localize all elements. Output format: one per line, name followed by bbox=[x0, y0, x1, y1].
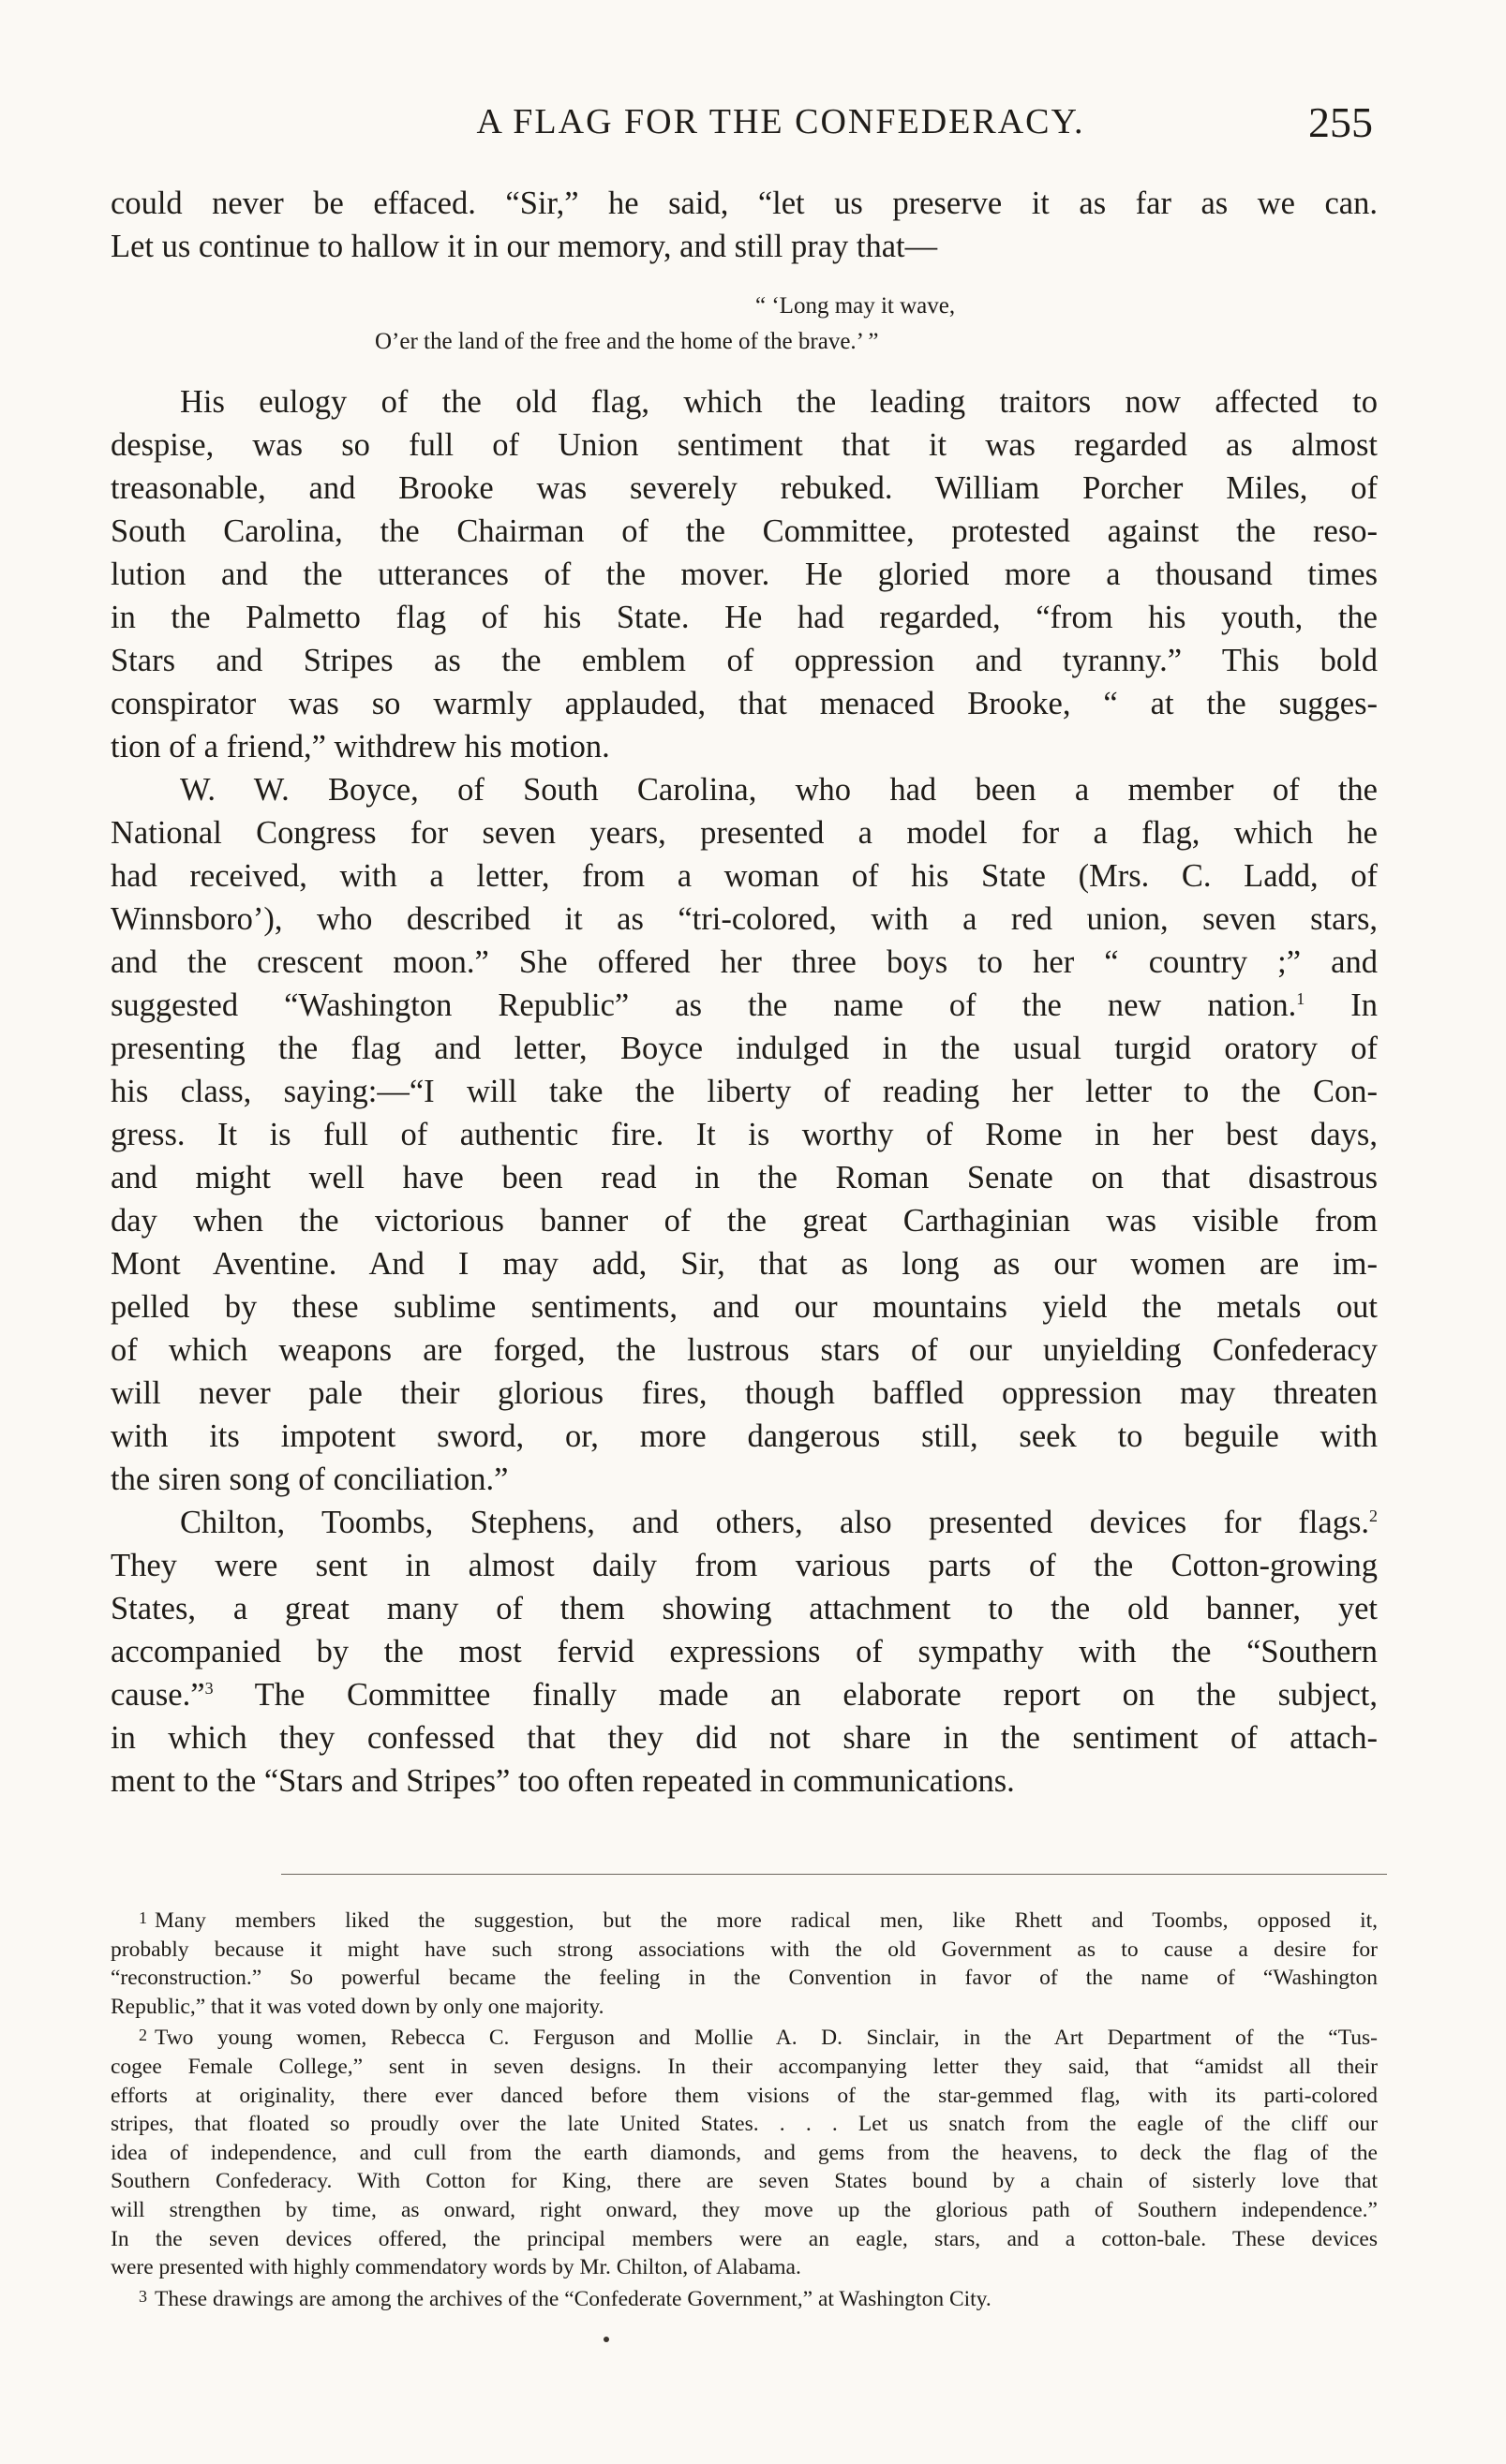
text-span: cause.” bbox=[111, 1677, 205, 1713]
footnote-line bbox=[111, 2282, 1378, 2314]
footnote-line: In the seven devices offered, the principal members were an eagle, stars, and a cotton-bale. These devices bbox=[111, 2226, 1378, 2251]
text-span: These drawings are among the archives of the “Confederate Government,” at Washington City. bbox=[155, 2286, 992, 2311]
footnote-mark: 3 bbox=[139, 2286, 147, 2306]
text-line: day when the victorious banner of the great Carthaginian was visible from bbox=[111, 1203, 1378, 1239]
text-line: W. W. Boyce, of South Carolina, who had been a member of the bbox=[180, 772, 1378, 808]
text-line: ment to the “Stars and Stripes” too often repeated in communications. bbox=[111, 1763, 1015, 1799]
text-span: The Committee finally made an elaborate report on the subject, bbox=[213, 1677, 1378, 1713]
text-line: tion of a friend,” withdrew his motion. bbox=[111, 729, 610, 764]
running-head bbox=[108, 97, 1373, 154]
text-line: States, a great many of them showing attachment to the old banner, yet bbox=[111, 1591, 1378, 1626]
text-line: with its impotent sword, or, more dangerous still, seek to beguile with bbox=[111, 1418, 1378, 1454]
text-line: in the Palmetto flag of his State. He had regarded, “from his youth, the bbox=[111, 600, 1378, 635]
text-line: lution and the utterances of the mover. He gloried more a thousand times bbox=[111, 557, 1378, 592]
text-line: and might well have been read in the Roman Senate on that disastrous bbox=[111, 1160, 1378, 1195]
footnote-line: idea of independence, and cull from the earth diamonds, and gems from the heavens, to deck the flag of the bbox=[111, 2140, 1378, 2165]
page-number: 255 bbox=[1308, 98, 1373, 146]
text-span: In bbox=[1305, 987, 1378, 1023]
text-line: treasonable, and Brooke was severely rebuked. William Porcher Miles, of bbox=[111, 470, 1378, 506]
text-line bbox=[111, 1673, 1378, 1716]
text-line: Stars and Stripes as the emblem of oppression and tyranny.” This bold bbox=[111, 643, 1378, 678]
footnote-line: probably because it might have such strong associations with the old Government as to cause a desire for bbox=[111, 1937, 1378, 1962]
footnote-line: were presented with highly commendatory words by Mr. Chilton, of Alabama. bbox=[111, 2255, 801, 2280]
footnote-ref: 3 bbox=[204, 1679, 214, 1698]
text-line: accompanied by the most fervid expressions of sympathy with the “Southern bbox=[111, 1634, 1378, 1670]
footnote-line: efforts at originality, there ever danced before them visions of the star-gemmed flag, with its parti-colored bbox=[111, 2083, 1378, 2108]
footnote-mark: 2 bbox=[139, 2026, 147, 2045]
footnote-line: cogee Female College,” sent in seven designs. In their accompanying letter they said, that “amidst all their bbox=[111, 2054, 1378, 2079]
text-line: His eulogy of the old flag, which the leading traitors now affected to bbox=[180, 384, 1378, 420]
text-line: and the crescent moon.” She offered her three boys to her “ country ;” and bbox=[111, 944, 1378, 980]
text-span: Many members liked the suggestion, but the more radical men, like Rhett and Toombs, opposed it, bbox=[155, 1908, 1378, 1933]
text-span: suggested “Washington Republic” as the name of the new nation. bbox=[111, 987, 1297, 1023]
ink-speck bbox=[604, 2337, 609, 2342]
text-line: could never be effaced. “Sir,” he said, “let us preserve it as far as we can. bbox=[111, 186, 1378, 221]
footnote-line: will strengthen by time, as onward, right onward, they move up the glorious path of Southern independence.” bbox=[111, 2197, 1378, 2222]
text-line: Let us continue to hallow it in our memory, and still pray that— bbox=[111, 229, 938, 264]
text-line bbox=[111, 984, 1378, 1027]
text-line: will never pale their glorious fires, though baffled oppression may threaten bbox=[111, 1375, 1378, 1411]
text-span: Two young women, Rebecca C. Ferguson and Mollie A. D. Sinclair, in the Art Department of the “Tus- bbox=[155, 2026, 1378, 2051]
footnote-ref: 1 bbox=[1296, 989, 1305, 1008]
footnote-line: Republic,” that it was voted down by only one majority. bbox=[111, 1994, 604, 2019]
text-line: the siren song of conciliation.” bbox=[111, 1462, 509, 1497]
text-line bbox=[111, 1501, 1378, 1544]
footnote-line: stripes, that floated so proudly over the late United States. . . . Let us snatch from the eagle of the cliff our bbox=[111, 2112, 1378, 2137]
text-line: Mont Aventine. And I may add, Sir, that as long as our women are im- bbox=[111, 1246, 1378, 1282]
text-line: Winnsboro’), who described it as “tri-colored, with a red union, seven stars, bbox=[111, 901, 1378, 937]
footnote-line bbox=[111, 1904, 1378, 1936]
text-line: in which they confessed that they did not share in the sentiment of attach- bbox=[111, 1720, 1378, 1756]
verse-line: O’er the land of the free and the home of the brave.’ ” bbox=[375, 329, 879, 354]
text-line: South Carolina, the Chairman of the Committee, protested against the reso- bbox=[111, 513, 1378, 549]
footnote-line bbox=[111, 2021, 1378, 2053]
text-line: of which weapons are forged, the lustrous stars of our unyielding Confederacy bbox=[111, 1332, 1378, 1368]
verse-line: “ ‘Long may it wave, bbox=[755, 293, 956, 319]
quoted-verse bbox=[111, 289, 1378, 360]
footnote-line: “reconstruction.” So powerful became the feeling in the Convention in favor of the name of “Washington bbox=[111, 1966, 1378, 1991]
footnote-divider bbox=[281, 1874, 1387, 1875]
text-line: had received, with a letter, from a woman of his State (Mrs. C. Ladd, of bbox=[111, 858, 1378, 894]
footnote-line: Southern Confederacy. With Cotton for King, there are seven States bound by a chain of sisterly love that bbox=[111, 2169, 1378, 2194]
text-line: his class, saying:—“I will take the liberty of reading her letter to the Con- bbox=[111, 1074, 1378, 1109]
text-line: despise, was so full of Union sentiment that it was regarded as almost bbox=[111, 427, 1378, 463]
text-line: National Congress for seven years, presented a model for a flag, which he bbox=[111, 815, 1378, 851]
running-title: A FLAG FOR THE CONFEDERACY. bbox=[476, 102, 1085, 141]
text-line: gress. It is full of authentic fire. It is worthy of Rome in her best days, bbox=[111, 1117, 1378, 1152]
footnote-mark: 1 bbox=[139, 1908, 147, 1927]
text-line: presenting the flag and letter, Boyce indulged in the usual turgid oratory of bbox=[111, 1031, 1378, 1066]
text-span: Chilton, Toombs, Stephens, and others, also presented devices for flags. bbox=[180, 1505, 1369, 1540]
text-line: conspirator was so warmly applauded, that menaced Brooke, “ at the sugges- bbox=[111, 686, 1378, 721]
text-line: pelled by these sublime sentiments, and our mountains yield the metals out bbox=[111, 1289, 1378, 1325]
body-text bbox=[111, 182, 1378, 1803]
text-line: They were sent in almost daily from various parts of the Cotton-growing bbox=[111, 1548, 1378, 1583]
footnote-ref: 2 bbox=[1369, 1507, 1378, 1525]
footnotes bbox=[111, 1904, 1378, 2313]
